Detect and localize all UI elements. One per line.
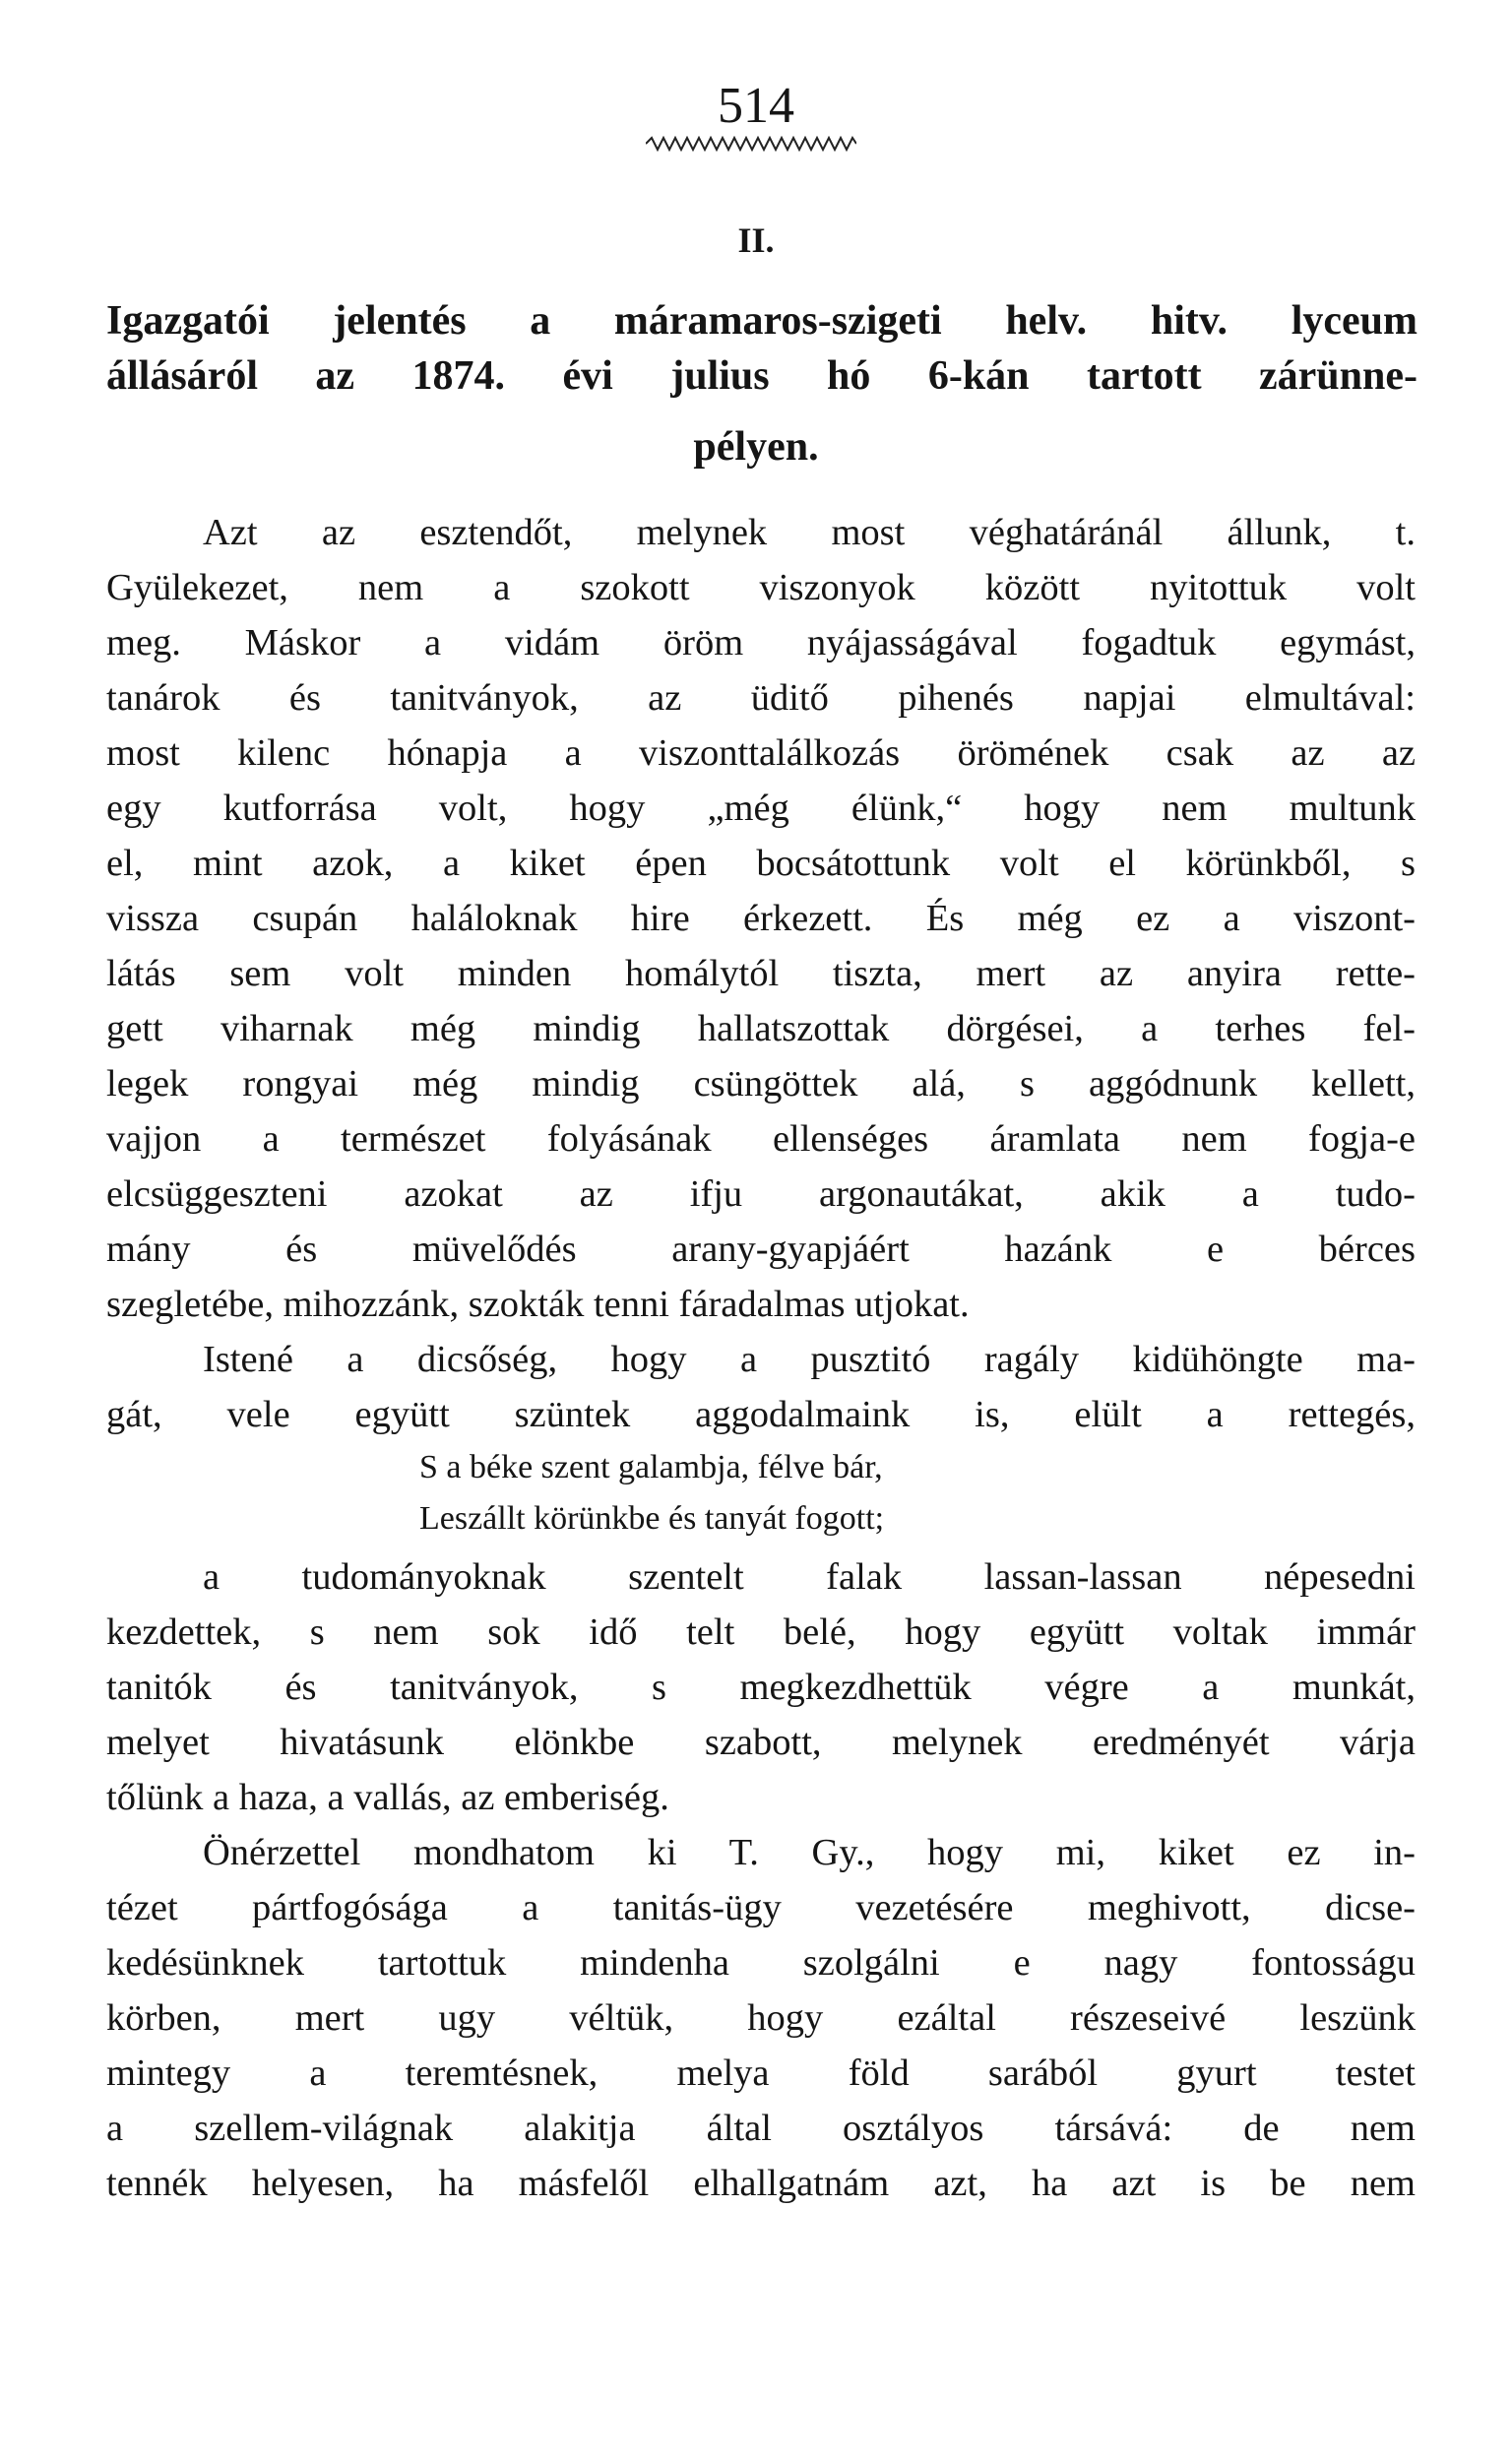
text-line: Gyülekezet, nem a szokott viszonyok között nyitottuk volt xyxy=(106,567,1416,608)
section-number: II. xyxy=(737,221,775,260)
text-line: kedésünknek tartottuk mindenha szolgálni e nagy fontosságu xyxy=(106,1942,1416,1984)
text-line: körben, mert ugy véltük, hogy ezáltal részeseivé leszünk xyxy=(106,1997,1416,2039)
text-line: legek rongyai még mindig csüngöttek alá, s aggódnunk kellett, xyxy=(106,1063,1416,1104)
text-line: látás sem volt minden homálytól tiszta, mert az anyira rette- xyxy=(106,953,1416,994)
verse-line: Leszállt körünkbe és tanyát fogott; xyxy=(419,1500,885,1537)
text-line: tennék helyesen, ha másfelől elhallgatnám azt, ha azt is be nem xyxy=(106,2163,1416,2204)
text-line: Istené a dicsőség, hogy a pusztitó ragály kidühöngte ma- xyxy=(203,1339,1416,1380)
text-line: most kilenc hónapja a viszonttalálkozás örömének csak az az xyxy=(106,732,1416,774)
text-line: vissza csupán haláloknak hire érkezett. És még ez a viszont- xyxy=(106,898,1416,939)
verse-line: S a béke szent galambja, félve bár, xyxy=(419,1449,883,1485)
text-line: a szellem-világnak alakitja által osztályos társává: de nem xyxy=(106,2108,1416,2149)
text-line: tézet pártfogósága a tanitás-ügy vezetésére meghivott, dicse- xyxy=(106,1887,1416,1928)
text-line: mány és müvelődés arany-gyapjáért hazánk e bérces xyxy=(106,1229,1416,1270)
text-line: tanárok és tanitványok, az üditő pihenés napjai elmultával: xyxy=(106,677,1416,719)
text-line: vajjon a természet folyásának ellenséges áramlata nem fogja-e xyxy=(106,1118,1416,1160)
text-line: tőlünk a haza, a vallás, az emberiség. xyxy=(106,1777,669,1818)
title-line: pélyen. xyxy=(693,424,819,470)
page-number: 514 xyxy=(718,78,794,134)
text-line: Önérzettel mondhatom ki T. Gy., hogy mi, kiket ez in- xyxy=(203,1832,1416,1873)
text-line: gett viharnak még mindig hallatszottak dörgései, a terhes fel- xyxy=(106,1008,1416,1049)
text-line: elcsüggeszteni azokat az ifju argonautákat, akik a tudo- xyxy=(106,1173,1416,1215)
text-line: gát, vele együtt szüntek aggodalmaink is, elült a rettegés, xyxy=(106,1394,1416,1435)
title-line: állásáról az 1874. évi julius hó 6-kán tartott zárünne- xyxy=(106,353,1418,399)
text-line: kezdettek, s nem sok idő telt belé, hogy együtt voltak immár xyxy=(106,1611,1416,1653)
text-line: mintegy a teremtésnek, melya föld sarából gyurt testet xyxy=(106,2052,1416,2094)
text-line: egy kutforrása volt, hogy „még élünk,“ hogy nem multunk xyxy=(106,788,1416,829)
text-line: el, mint azok, a kiket épen bocsátottunk volt el körünkből, s xyxy=(106,843,1416,884)
text-line: melyet hivatásunk elönkbe szabott, melynek eredményét várja xyxy=(106,1722,1416,1763)
text-line: a tudományoknak szentelt falak lassan-lassan népesedni xyxy=(203,1556,1416,1598)
text-line: meg. Máskor a vidám öröm nyájasságával fogadtuk egymást, xyxy=(106,622,1416,663)
title-line: Igazgatói jelentés a máramaros-szigeti helv. hitv. lyceum xyxy=(106,298,1418,344)
text-line: szegletébe, mihozzánk, szokták tenni fáradalmas utjokat. xyxy=(106,1284,970,1325)
text-line: tanitók és tanitványok, s megkezdhettük végre a munkát, xyxy=(106,1667,1416,1708)
text-line: Azt az esztendőt, melynek most véghatáránál állunk, t. xyxy=(203,512,1416,553)
page-number-ornament xyxy=(646,136,856,152)
